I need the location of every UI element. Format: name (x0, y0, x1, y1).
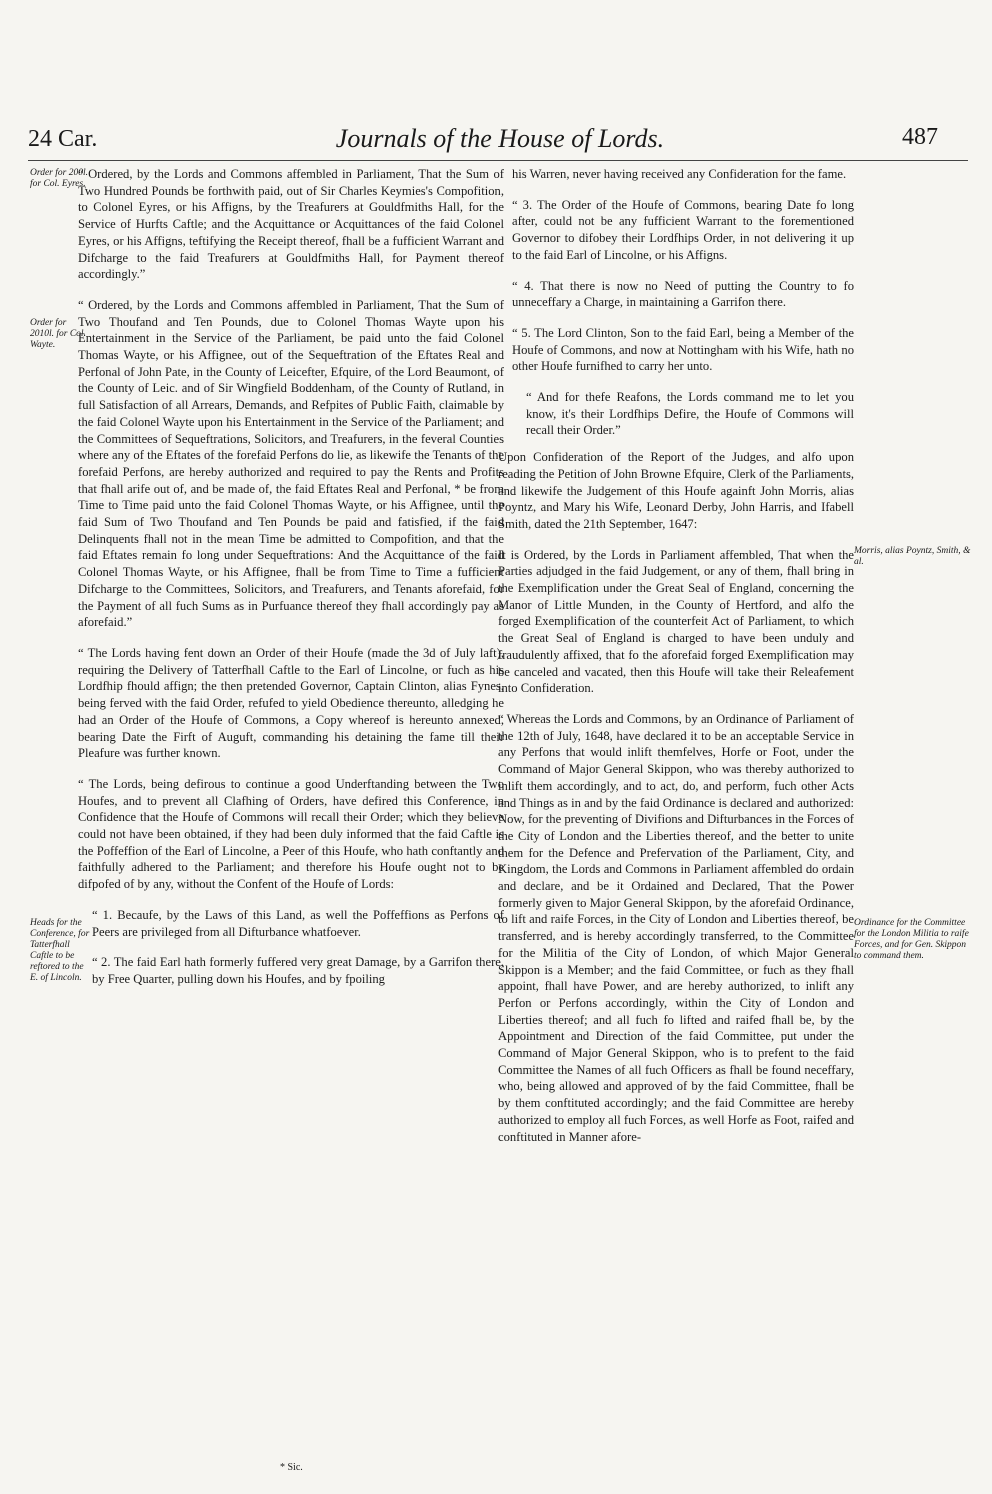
reasons-conclusion: “ And for thefe Reafons, the Lords command me to let you know, it's their Lordfhips Defire, the Houfe of Commons will recall their Order.” (526, 390, 854, 438)
conference-heads: “ The Lords having fent down an Order of their Houfe (made the 3d of July laft), requiring the Delivery of Tatterfhall Caftle to the Earl of Lincolne, or fuch as his Lordfhip fhould affign; the then pretended Governor, Captain Clinton, alias Fynes, being ferved with the faid Order, refufed to yield Obedience thereunto, alledging he had an Order of the Houfe of Commons, a Copy whereof is hereunto annexed, bearing Date the Firft of Auguft, commanding his detaining the fame till their Pleafure was further known. (78, 645, 504, 761)
order-eyres: “ Ordered, by the Lords and Commons affembled in Parliament, That the Sum of Two Hundred Pounds be forthwith paid, out of Sir Charles Keymies's Compofition, to Colonel Eyres, or his Affigns, by the Treafurers at Gouldfmiths Hall, for the Service of Hurfts Caftle; and the Acquittance or Acquittances of the faid Colonel Eyres, or his Affigns, teftifying the Receipt thereof, fhall be a fufficient Warrant and Difcharge to the faid Treafurers at Gouldfmiths Hall, for Payment thereof accordingly.” (78, 167, 504, 282)
running-head-title: Journals of the House of Lords. (335, 124, 665, 153)
right-column (498, 166, 854, 1159)
lords-reasons-intro: “ The Lords, being defirous to continue a good Underftanding between the Two Houfes, and to prevent all Clafhing of Orders, have defired this Conference, in Confidence that the Houfe of Commons will recall their Order; which they believe could not have been obtained, if they had been duly informed that the faid Caftle is the Poffeffion of the Earl of Lincolne, a Peer of this Houfe, who hath conftantly and faithfully adhered to the Parliament; and therefore his Houfe ought not to be difpofed of by any, without the Confent of the Houfe of Lords: (78, 776, 504, 892)
judges-report: Upon Confideration of the Report of the Judges, and alfo upon reading the Petition of John Browne Efquire, Clerk of the Parliaments, and likewife the Judgement of this Houfe againft John Morris, alias Poyntz, and Mary his Wife, Leonard Derby, John Harris, and Ifabell Smith, dated the 21th September, 1647: (498, 450, 854, 531)
margin-note-eyres: Order for 200l. for Col. Eyres. (30, 168, 88, 189)
reason-2-continued: his Warren, never having received any Confideration for the fame. (512, 167, 847, 181)
reason-5: “ 5. The Lord Clinton, Son to the faid Earl, being a Member of the Houfe of Commons, and now at Nottingham with his Wife, hath no other Houfe furnifhed to carry her unto. (512, 325, 854, 374)
reason-1: “ 1. Becaufe, by the Laws of this Land, as well the Poffeffions as Perfons of Peers are privileged from all Difturbance whatfoever. (92, 907, 504, 939)
order-release: It is Ordered, by the Lords in Parliament affembled, That when the Parties adjudged in the faid Judgement, or any of them, fhall bring in the Exemplification under the Great Seal of England, concerning the Manor of Little Munden, in the County of Hertford, and alfo the forged Exemplification of the counterfeit Act of Parliament, to which the Great Seal of England is charged to have been unduly and fraudulently affixed, that fo the aforefaid forged Exemplification may be canceled and vacated, then this Houfe will take their Releafement into Confideration. (498, 547, 854, 696)
order-wayte: “ Ordered, by the Lords and Commons affembled in Parliament, That the Sum of Two Thoufand and Ten Pounds, due to Colonel Thomas Wayte upon his Entertainment in the Service of the Parliament, be paid unto the faid Colonel Thomas Wayte, or his Affignee, out of the Sequeftration of the Eftates Real and Perfonal of John Pate, in the County of Leicefter, Efquire, of the Lord Beaumont, of the County of Leic. and of Sir Wingfield Boddenham, of the County of Rutland, in full Satisfaction of all Arrears, Demands, and Refpites of Public Faith, claimable by the faid Colonel Wayte upon his Entertainment in the Service of the Parliament; and the Committees of Sequeftrations, Solicitors, and Treafurers, in the feveral Counties where any of the Eftates of the forefaid Perfons do lie, as likewife the Tenants of the forefaid Perfons, are hereby authorized and required to pay the Rents and Profits that fhall arife out of, and be made of, the faid Eftates Real and Perfonal, * be from Time to Time paid unto the faid Colonel Thomas Wayte, or his Affignee, until the faid Sum of Two Thoufand and Ten Pounds be paid and fatisfied, if the faid Delinquents fhall not in the mean Time be admitted to Compofition, and that the faid Eftates remain fo long under Sequeftrations: And the Acquittance of the faid Colonel Thomas Wayte, or his Affignee, fhall be from Time to Time a fufficient Difcharge to the Committees, Solicitors, and Treafurers, and Tenants aforefaid, for the Payment of all fuch Sums as in Purfuance thereof they fhall accordingly pay as aforefaid.” (78, 297, 504, 630)
page-number: 487 (902, 124, 938, 150)
footnote: * Sic. (280, 1462, 303, 1473)
reason-3: “ 3. The Order of the Houfe of Commons, bearing Date fo long after, could not be any fufficient Warrant to the forementioned Governor to difobey their Lordfhips Order, in not delivering it up to the faid Earl of Lincolne, or his Affigns. (512, 197, 854, 262)
reason-4: “ 4. That there is now no Need of putting the Country to fo unneceffary a Charge, in maintaining a Garrifon there. (512, 278, 854, 310)
header-rule (28, 160, 968, 161)
militia-ordinance: “ Whereas the Lords and Commons, by an Ordinance of Parliament of the 12th of July, 1648, have declared it to be an acceptable Service in any Perfons that would inlift themfelves, Horfe or Foot, under the Command of Major General Skippon, who was thereby authorized to inlift them accordingly, and to act, do, and perform, fuch other Acts and Things as in and by the faid Ordinance is declared and authorized: Now, for the preventing of Divifions and Difturbances in the Forces of the City of London and the Liberties thereof, and the better to unite them for the Defence and Prefervation of the Parliament, City, and Kingdom, the Lords and Commons in Parliament affembled do ordain and declare, and be it Ordained and Declared, That the Power formerly given to Major General Skippon, by the aforefaid Ordinance, to lift and raife Forces, in the City of London and Liberties thereof, be transferred, and is hereby accordingly transferred, to the Committee for the Militia of the City of London, of which Major General Skippon is a Member; and the faid Committee, or fuch as they fhall appoint, fhall have Power, and are hereby authorized, to inlift any Perfon or Perfons accordingly, within the City of London and Liberties thereof; and all fuch fo lifted and raifed fhall be, by the Appointment and Direction of the faid Committee, put under the Command of Major General Skippon, who is to prefent to the faid Committee the Names of all fuch Officers as fhall be found neceffary, who, being allowed and approved of by the faid Committee, fhall be by them conftituted accordingly; and the faid Committee are hereby authorized to employ all fuch Forces, as well Horfe as Foot, raifed and conftituted in Manner afore- (498, 711, 855, 1144)
margin-note-wayte: Order for 2010l. for Col. Wayte. (30, 318, 86, 350)
running-head-left: 24 Car. (28, 126, 98, 152)
margin-note-morris: Morris, alias Poyntz, Smith, & al. (854, 546, 971, 567)
margin-note-militia: Ordinance for the Committee for the London Militia to raife Forces, and for Gen. Skippon to command them. (854, 918, 969, 961)
margin-note-tattershall: Heads for the Conference, for Tatterfhall Caftle to be reftored to the E. of Lincoln. (30, 918, 90, 983)
left-column (78, 166, 504, 1002)
reason-2: “ 2. The faid Earl hath formerly fuffered very great Damage, by a Garrifon there, by Free Quarter, pulling down his Houfes, and by fpoiling (92, 955, 504, 986)
